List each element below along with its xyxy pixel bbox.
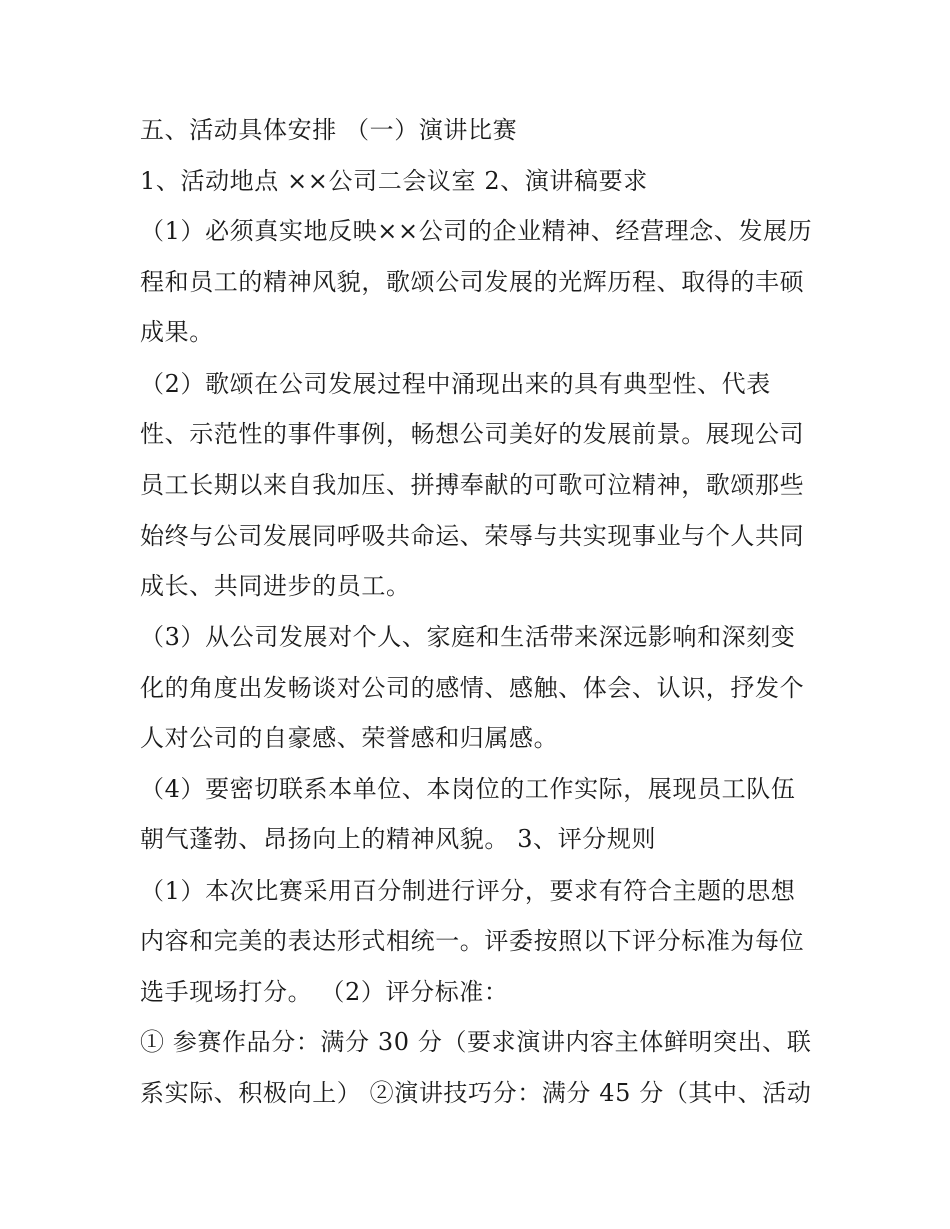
text-line: 化的角度出发畅谈对公司的感情、感触、体会、认识，抒发个 — [140, 674, 805, 702]
text-line: 人对公司的自豪感、荣誉感和归属感。 — [140, 724, 559, 752]
text-line: 性、示范性的事件事例，畅想公司美好的发展前景。展现公司 — [140, 420, 805, 448]
text-line: 程和员工的精神风貌，歌颂公司发展的光辉历程、取得的丰硕 — [140, 268, 805, 296]
text-line: 成长、共同进步的员工。 — [140, 572, 411, 600]
text-line: 朝气蓬勃、昂扬向上的精神风貌。 3、评分规则 — [140, 825, 657, 853]
text-line: 始终与公司发展同呼吸共命运、荣辱与共实现事业与个人共同 — [140, 522, 805, 550]
text-line: （2）歌颂在公司发展过程中涌现出来的具有典型性、代表 — [140, 370, 771, 398]
text-line: （1）本次比赛采用百分制进行评分，要求有符合主题的思想 — [140, 877, 796, 905]
section-heading: 五、活动具体安排 （一）演讲比赛 — [140, 116, 518, 144]
text-line: 成果。 — [140, 318, 214, 346]
text-line: 选手现场打分。 （2）评分标准： — [140, 978, 509, 1006]
text-line: （3）从公司发展对个人、家庭和生活带来深远影响和深刻变 — [140, 623, 796, 651]
text-line: ① 参赛作品分：满分 30 分（要求演讲内容主体鲜明突出、联 — [140, 1028, 812, 1056]
text-line: 1、活动地点 ××公司二会议室 2、演讲稿要求 — [140, 167, 648, 195]
text-line: 内容和完美的表达形式相统一。评委按照以下评分标准为每位 — [140, 927, 805, 955]
text-line: （1）必须真实地反映××公司的企业精神、经营理念、发展历 — [140, 217, 813, 245]
text-line: 系实际、积极向上） ②演讲技巧分：满分 45 分（其中、活动 — [140, 1079, 812, 1107]
text-line: （4）要密切联系本单位、本岗位的工作实际，展现员工队伍 — [140, 775, 796, 803]
text-line: 员工长期以来自我加压、拼搏奉献的可歌可泣精神，歌颂那些 — [140, 471, 805, 499]
